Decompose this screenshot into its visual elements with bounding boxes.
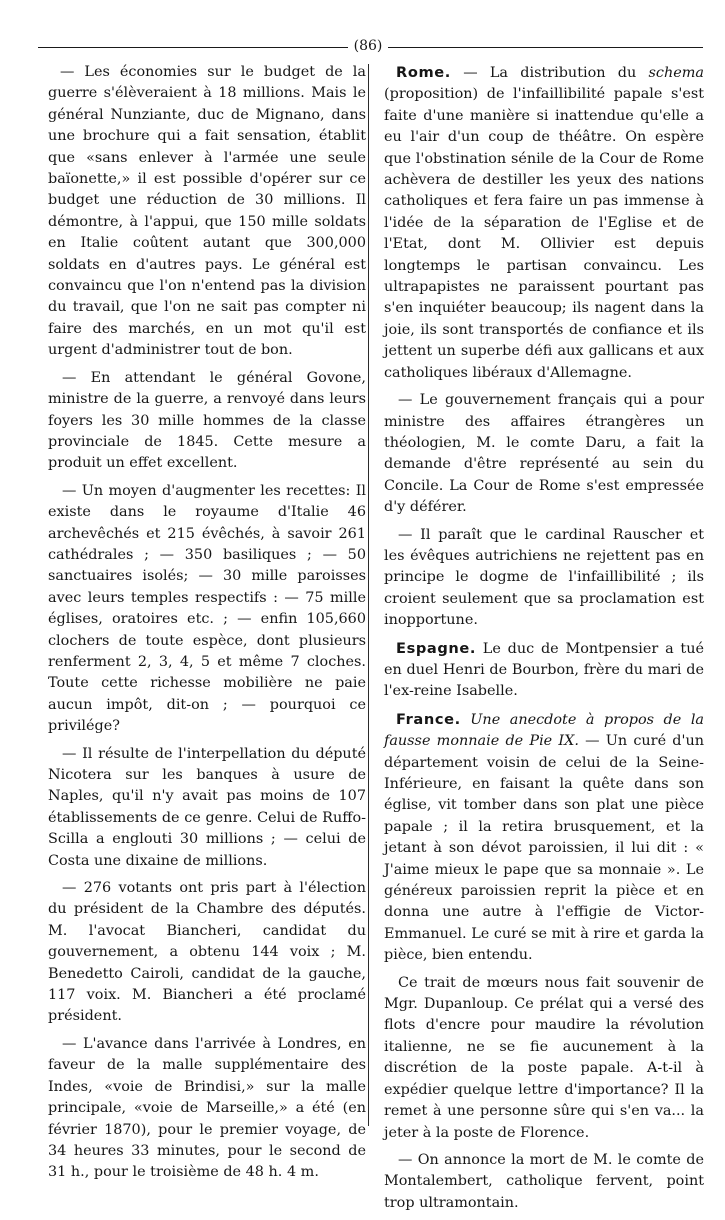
paragraph-budget: — Les économies sur le budget de la guerre s'élèveraient à 18 millions. Mais le général Nunziante, duc de Mignano, dans une brochure qui a fait sensation, établit que «sans enlever à l'armée une seule baïonette,» il est possible d'opérer sur ce budget une réduction de 30 millions. Il démontre, à l'appui, que 150 mille soldats en Italie coûtent autant que 300,000 soldats en d'autres pays. Le général est convaincu que l'on n'entend pas la division du travail, que l'on ne sait pas compter ni faire des marchés, en un mot qu'il est urgent d'administrer tout de bon. bbox=[48, 64, 366, 359]
rome-text-a: — La distribution du bbox=[450, 65, 649, 81]
paragraph-malle: — L'avance dans l'arrivée à Londres, en faveur de la malle supplémentaire des Indes, «voie de Brindisi,» sur la malle principale, «voie de Marseille,» a été (en février 1870), pour le premier voyage, de 34 heures 33 minutes, pour le second de 31 h., pour le troisième de 48 h. 4 m. bbox=[48, 1035, 366, 1181]
france-anecdote-title: Une anecdote à propos de la fausse monnaie de Pie IX. bbox=[384, 711, 704, 750]
france-text: — Un curé d'un département voisin de celui de la Seine-Inférieure, en faisant la quête dans son église, vit tomber dans son plat une pièce papale ; il la retira brusquement, et la jetant à son dévot paroissien, il lui dit : « J'aime mieux le pape que sa monnaie ». Le généreux paroissien reprit la pièce et en donna une autre à l'effigie de Victor-Emmanuel. Le curé se mit à rire et garda la pièce, bien entendu. bbox=[384, 733, 705, 964]
paragraph-france bbox=[384, 709, 704, 967]
paragraph-election: — 276 votants ont pris part à l'élection du président de la Chambre des députés. M. l'avocat Biancheri, candidat du gouvernement, a obtenu 144 voix ; M. Benedetto Cairoli, candidat de la gauche, 117 voix. M. Biancheri a été proclamé président. bbox=[48, 880, 366, 1025]
paragraph-daru: — Le gouvernement français qui a pour ministre des affaires étrangères un théologien, M. le comte Daru, a fait la demande d'être représenté au sein du Concile. La Cour de Rome s'est empressée d'y déférer. bbox=[384, 392, 704, 516]
paragraph-espagne bbox=[384, 638, 704, 703]
paragraph-rauscher: — Il paraît que le cardinal Rauscher et les évêques autrichiens ne rejettent pas en principe le dogme de l'infaillibilité ; ils croient seulement que sa proclamation est inopportune. bbox=[384, 526, 704, 629]
paragraph-montalembert: — On annonce la mort de M. le comte de Montalembert, catholique fervent, point trop ultramontain. bbox=[384, 1151, 704, 1211]
section-heading-espagne: Espagne. bbox=[396, 639, 477, 657]
header-rule-left bbox=[38, 47, 348, 48]
paragraph-govone: — En attendant le général Govone, ministre de la guerre, a renvoyé dans leurs foyers les 30 mille hommes de la classe provinciale de 1845. Cette mesure a produit un effet excellent. bbox=[48, 369, 366, 472]
paragraph-banques: — Il résulte de l'interpellation du député Nicotera sur les banques à usure de Naples, qu'il n'y avait pas moins de 107 établissements de ce genre. Celui de Ruffo-Scilla a englouti 30 millions ; — celui de Costa une dixaine de millions. bbox=[48, 745, 366, 869]
page-header bbox=[38, 36, 703, 56]
left-column bbox=[48, 62, 366, 1190]
paragraph-recettes: — Un moyen d'augmenter les recettes: Il existe dans le royaume d'Italie 46 archevêchés et 215 évêchés, à savoir 261 cathédrales ; — 350 basiliques ; — 50 sanctuaires isolés; — 30 mille paroisses avec leurs temples respectifs : — 75 mille églises, oratoires etc. ; — enfin 105,660 clochers de toute espèce, dont plusieurs renferment 2, 3, 4, 5 et même 7 cloches. Toute cette richesse mobilière ne paie aucun impôt, dit-on ; — pourquoi ce privilége? bbox=[48, 482, 366, 735]
rome-text-b: (proposition) de l'infaillibilité papale s'est faite d'une manière si inattendue qu'elle a eu l'air d'un coup de théâtre. On espère que l'obstination sénile de la Cour de Rome achèvera de destiller les yeux des nations catholiques et fera faire un pas immense à l'idée de la séparation de l'Eglise et de l'Etat, dont M. Ollivier est depuis longtemps le partisan convaincu. Les ultrapapistes ne paraissent pourtant pas s'en inquiéter beaucoup; ils nagent dans la joie, ils sont transportés de confiance et ils jettent un superbe défi aux gallicans et aux catholiques libéraux d'Allemagne. bbox=[384, 86, 704, 381]
right-column bbox=[384, 62, 704, 1220]
section-heading-france: France. bbox=[396, 710, 461, 728]
paragraph-rome bbox=[384, 62, 704, 384]
section-heading-rome: Rome. bbox=[396, 64, 451, 81]
header-rule-right bbox=[388, 47, 703, 48]
paragraph-dupanloup: Ce trait de mœurs nous fait souvenir de Mgr. Dupanloup. Ce prélat qui a versé des flots d'encre pour maudire la révolution italienne, ne se fie aucunement à la discrétion de la poste papale. A-t-il à expédier quelque lettre d'importance? Il la remet à une personne sûre qui s'en va... la jeter à la poste de Florence. bbox=[384, 974, 704, 1141]
espagne-text: Le duc de Montpensier a tué en duel Henri de Bourbon, frère du mari de l'ex-reine Isabelle. bbox=[384, 640, 704, 700]
page-number: (86) bbox=[353, 38, 383, 54]
rome-text-schema: schema bbox=[648, 65, 704, 81]
column-divider bbox=[368, 64, 369, 1126]
